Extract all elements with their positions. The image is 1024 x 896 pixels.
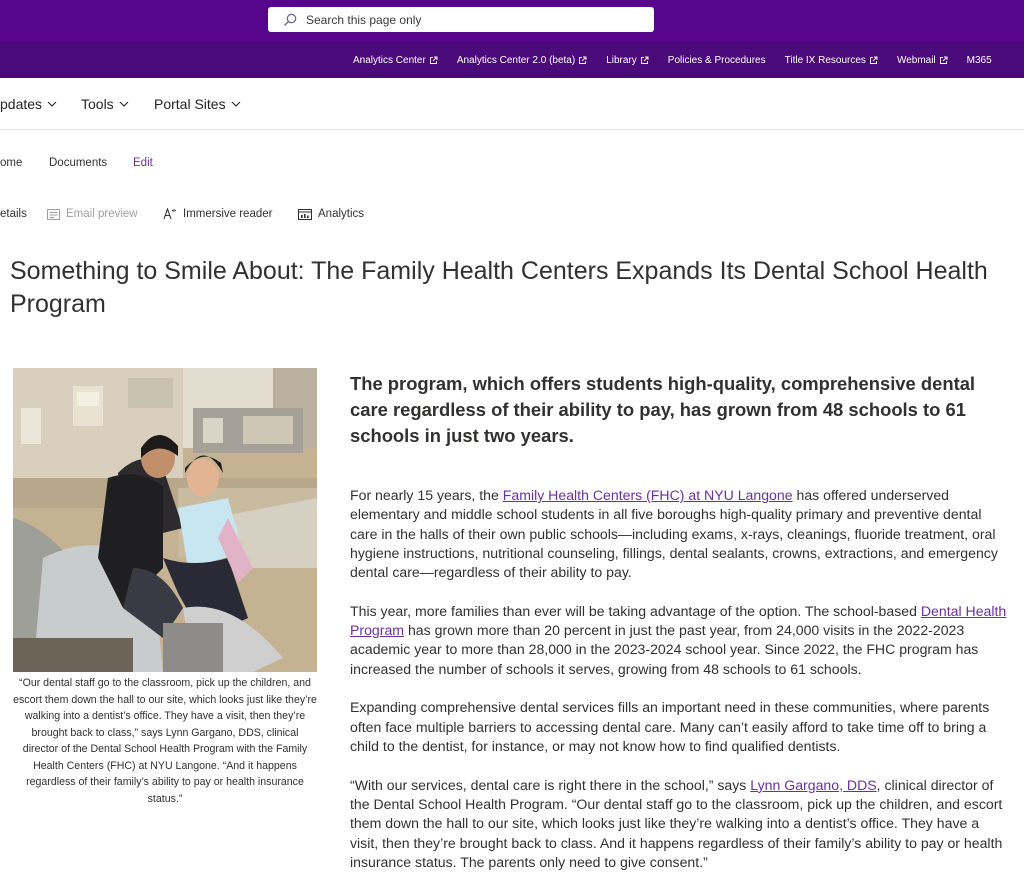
top-search-bar: [0, 0, 1024, 42]
article-paragraph: “With our services, dental care is right there in the school,” says Lynn Gargano, DDS, clinical director of the Dental School Health Program. “Our dental staff go to the classroom, pick up the children, and escort them down the hall to our site, which looks just like they’re walking into a dentist’s office. They have a visit, then they’re brought back to class. And it happens regardless of their family’s ability to pay or health insurance status. The parents only need to give consent.”: [350, 776, 1003, 870]
email-preview-button[interactable]: Email preview: [47, 208, 138, 220]
link-analytics-center-2[interactable]: Analytics Center 2.0 (beta): [457, 55, 587, 66]
external-link-icon: [869, 56, 878, 65]
external-link-icon: [640, 56, 649, 65]
nav-portal-sites[interactable]: Portal Sites: [154, 96, 241, 112]
subnav-home[interactable]: ome: [0, 157, 23, 169]
photo-caption: “Our dental staff go to the classroom, pick up the children, and escort them down the hall to our site, which looks just like they’re walking into a dentist’s office. They have a visit, then they’re brought back to class,” says Lynn Gargano, DDS, clinical director of the Dental School Health Program with the Family Health Centers (FHC) at NYU Langone. “And it happens regardless of their family’s ability to pay or health insurance status.”: [13, 677, 317, 805]
site-navigation: [0, 79, 1024, 130]
article-paragraph: Expanding comprehensive dental services fills an important need in these communities, where parents often face multiple barriers to accessing dental care. Many can’t easily afford to take time off to bring a child to the dentist, for instance, or may not know how to find qualified dentists.: [350, 699, 990, 755]
nav-updates[interactable]: pdates: [0, 96, 57, 112]
chevron-down-icon: [47, 101, 57, 107]
link-library[interactable]: Library: [606, 55, 649, 66]
link-title-ix-resources[interactable]: Title IX Resources: [785, 55, 878, 66]
immersive-reader-button[interactable]: Immersive reader: [163, 208, 272, 220]
fhc-nyu-langone-link[interactable]: Family Health Centers (FHC) at NYU Langone: [502, 487, 793, 503]
link-webmail[interactable]: Webmail: [897, 55, 948, 66]
lynn-gargano-link[interactable]: Lynn Gargano, DDS: [750, 776, 877, 793]
search-input[interactable]: [268, 7, 654, 32]
link-m365[interactable]: M365: [966, 54, 992, 66]
article-body: [350, 486, 1010, 892]
chevron-down-icon: [119, 101, 129, 107]
search-placeholder: Search this page only: [306, 12, 422, 27]
article-lede: The program, which offers students high-quality, comprehensive dental care regardless of their ability to pay, has grown from 48 schools to 61 schools in just two years.: [350, 373, 976, 446]
external-link-icon: [429, 56, 438, 65]
article-photo: [13, 368, 317, 672]
subnav-edit[interactable]: Edit: [133, 157, 153, 169]
external-link-icon: [939, 56, 948, 65]
analytics-button[interactable]: Analytics: [298, 208, 364, 220]
details-button[interactable]: etails: [0, 208, 27, 220]
dental-health-program-link[interactable]: Dental Health Program: [350, 602, 1007, 639]
email-icon: [47, 209, 60, 220]
link-analytics-center[interactable]: Analytics Center: [353, 55, 438, 66]
chevron-down-icon: [231, 101, 241, 107]
link-policies-procedures[interactable]: Policies & Procedures: [667, 54, 766, 66]
article-paragraph: For nearly 15 years, the Family Health Centers (FHC) at NYU Langone has offered underserved elementary and middle school students in all five boroughs high-quality primary and preventive dental care in the halls of their own public schools—including exams, x-rays, cleanings, fluoride treatment, oral hygiene instructions, nutritional counseling, fillings, dental sealants, crowns, extractions, and emergency dental care—regardless of their ability to pay.: [350, 487, 998, 581]
analytics-icon: [298, 209, 312, 220]
search-icon: [283, 13, 297, 27]
article-paragraph: This year, more families than ever will be taking advantage of the option. The school-based Dental Health Program has grown more than 20 percent in just the past year, from 24,000 visits in the 2022-2023 academic year to more than 28,000 in the 2023-2024 school year. Since 2022, the FHC program has increased the number of schools it serves, growing from 48 schools to 61 schools.: [350, 602, 1007, 677]
quick-links-bar: [0, 42, 1024, 78]
external-link-icon: [578, 56, 587, 65]
nav-tools[interactable]: Tools: [81, 96, 129, 112]
immersive-reader-icon: [163, 208, 177, 220]
page-title: Something to Smile About: The Family Health Centers Expands Its Dental School Health Program: [10, 257, 988, 318]
subnav-documents[interactable]: Documents: [49, 157, 108, 169]
